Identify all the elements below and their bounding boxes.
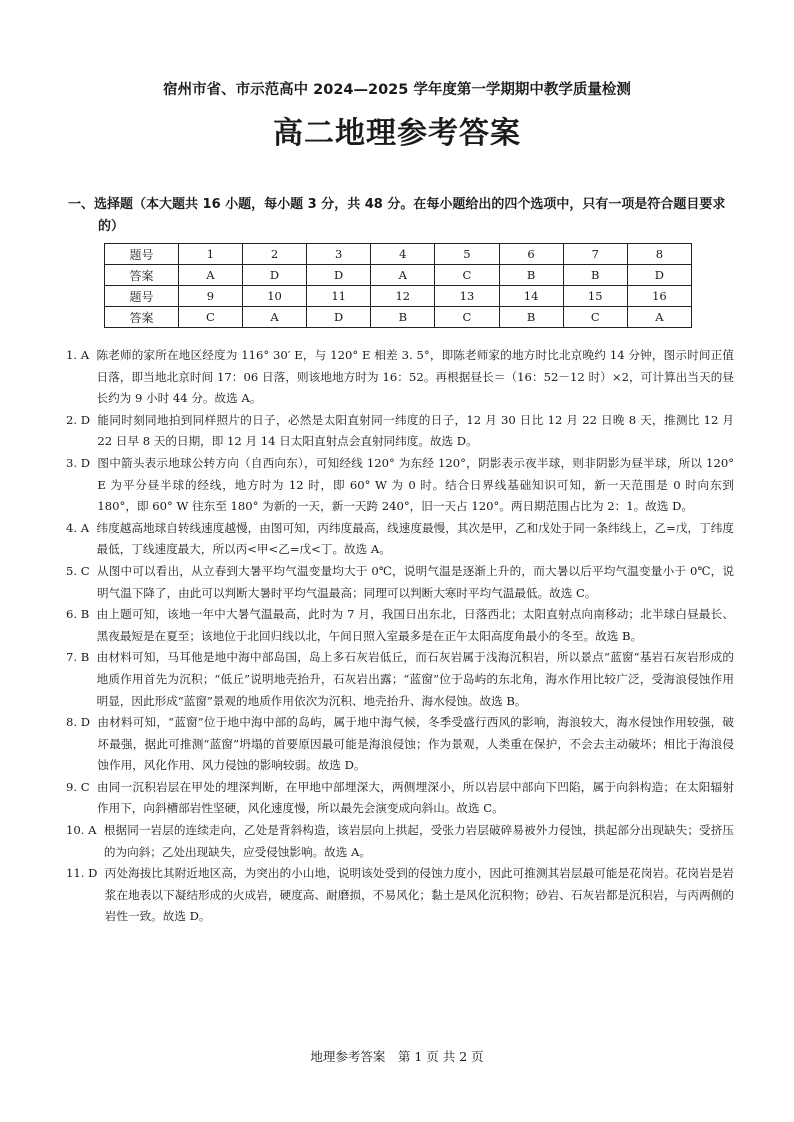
answer-table-cell: 1 (178, 244, 242, 265)
explanations-list (66, 345, 734, 928)
explanation-text: 由材料可知，“蓝窗”位于地中海中部的岛屿，属于地中海气候，冬季受盛行西风的影响，海浪较大，海水侵蚀作用较强，破坏最强，据此可推测“蓝窗”坍塌的首要原因最可能是海浪侵蚀；作为景观，人类重在保护，不会去主动破坏；相比于海浪侵蚀作用，风化作用、风力侵蚀的影响较弱。故选 D。 (97, 715, 734, 773)
answer-table-cell: 12 (371, 286, 435, 307)
answer-table-cell: C (435, 307, 499, 328)
explanation-item (66, 410, 734, 453)
answer-table-cell: C (435, 265, 499, 286)
explanation-item (66, 561, 734, 604)
answer-table-cell: A (178, 265, 242, 286)
explanation-number: 11. D (66, 866, 105, 881)
explanation-number: 7. B (66, 650, 97, 665)
page-footer: 地理参考答案 第 1 页 共 2 页 (310, 1049, 484, 1064)
explanation-number: 4. A (66, 520, 97, 535)
explanation-item (66, 712, 734, 777)
explanation-text: 纬度越高地球自转线速度越慢，由图可知，丙纬度最高，线速度最慢，其次是甲，乙和戊处于同一条纬线上，乙=戊，丁纬度最低，丁线速度最大，所以丙<甲<乙=戊<丁。故选 A。 (96, 520, 734, 557)
answer-table-row-label: 答案 (105, 307, 179, 328)
answer-table-cell: 9 (178, 286, 242, 307)
answer-table-row (105, 286, 692, 307)
answer-table-cell: D (242, 265, 306, 286)
answer-table-row-label: 答案 (105, 265, 179, 286)
answer-table-cell: A (627, 307, 691, 328)
answer-table-cell: D (627, 265, 691, 286)
answer-table-cell: 4 (371, 244, 435, 265)
explanation-number: 8. D (66, 715, 98, 730)
explanation-text: 由上题可知，该地一年中大暑气温最高，此时为 7 月，我国日出东北，日落西北；太阳直射点向南移动；北半球白昼最长、黑夜最短是在夏至；该地位于北回归线以北，午间日照入室最多是在正午太阳高度角最小的冬至。故选 B。 (96, 607, 734, 643)
answer-table-row (105, 265, 692, 286)
answer-table-row (105, 307, 692, 328)
answer-table-cell: D (307, 307, 371, 328)
answer-table-cell: 13 (435, 286, 499, 307)
explanation-item (66, 604, 734, 647)
explanation-number: 6. B (66, 607, 97, 622)
section-heading (68, 194, 728, 238)
answer-table-cell: 8 (627, 244, 691, 265)
explanation-number: 9. C (66, 779, 97, 794)
answer-table-cell: 5 (435, 244, 499, 265)
section-heading-text: 一、选择题（本大题共 16 小题，每小题 3 分，共 48 分。在每小题给出的四个选项中，只有一项是符合题目要求的） (68, 197, 726, 234)
explanation-number: 10. A (66, 823, 104, 838)
answer-table-cell: 7 (563, 244, 627, 265)
explanation-text: 从图中可以看出，从立春到大暑平均气温变量均大于 0℃，说明气温是逐渐上升的，而大暑以后平均气温变量小于 0℃，说明气温下降了，由此可以判断大暑时平均气温最高；同理可以判断大寒时平均气温最低。故选 C。 (97, 563, 734, 600)
explanation-text: 图中箭头表示地球公转方向（自西向东），可知经线 120° 为东经 120°，阴影表示夜半球，则非阴影为昼半球，所以 120° E 为平分昼半球的经线，地方时为 12 时，即 60° W 为 0 时。结合日界线基础知识可知，新一天范围是 0 时向东到 180°，即 60° W 往东至 180° 为新的一天，新一天跨 240°，旧一天占 120°。两日期范围占比为 2：1。故选 D。 (97, 455, 734, 514)
answer-table-cell: D (307, 265, 371, 286)
answer-table-cell: A (371, 265, 435, 286)
answer-table-cell: C (178, 307, 242, 328)
exam-subtitle: 宿州市省、市示范高中 2024—2025 学年度第一学期期中教学质量检测 (163, 82, 631, 98)
explanation-item (66, 863, 734, 928)
explanation-number: 3. D (66, 455, 98, 470)
answer-table-cell: 3 (307, 244, 371, 265)
answer-table-cell: 16 (627, 286, 691, 307)
answer-table-cell: 2 (242, 244, 306, 265)
answer-table-row-label: 题号 (105, 244, 179, 265)
answer-table-cell: 10 (242, 286, 306, 307)
explanation-number: 1. A (66, 348, 97, 362)
answer-table-cell: B (563, 265, 627, 286)
answer-table-cell: 6 (499, 244, 563, 265)
explanation-number: 5. C (66, 563, 97, 578)
answer-table-row (105, 244, 692, 265)
answer-table-cell: 15 (563, 286, 627, 307)
explanation-text: 陈老师的家所在地区经度为 116° 30′ E，与 120° E 相差 3. 5°，即陈老师家的地方时比北京晚约 14 分钟，图示时间正值日落，即当地北京时间 17：06 日落，则该地地方时为 16：52。再根据昼长＝（16：52－12 时）×2，可计算出当天的昼长约为 9 小时 44 分。故选 A。 (96, 348, 734, 406)
explanation-text: 由同一沉积岩层在甲处的埋深判断，在甲地中部埋深大，两侧埋深小，所以岩层中部向下凹陷，属于向斜构造；在太阳辐射作用下，向斜槽部岩性坚硬，风化速度慢，所以最先会演变成向斜山。故选 C。 (97, 779, 734, 816)
answer-table-cell: B (499, 265, 563, 286)
explanation-text: 丙处海拔比其附近地区高，为突出的小山地，说明该处受到的侵蚀力度小，因此可推测其岩层最可能是花岗岩。花岗岩是岩浆在地表以下凝结形成的火成岩，硬度高、耐磨损，不易风化；黏土是风化沉积物；砂岩、石灰岩都是沉积岩，与丙两侧的岩性一致。故选 D。 (104, 866, 734, 924)
explanation-item (66, 777, 734, 820)
page-title: 高二地理参考答案 (273, 116, 521, 151)
explanation-text: 根据同一岩层的连续走向，乙处是背斜构造，该岩层向上拱起，受张力岩层破碎易被外力侵蚀，拱起部分出现缺失；受挤压的为向斜；乙处出现缺失，应受侵蚀影响。故选 A。 (103, 823, 734, 859)
answer-table-cell: A (242, 307, 306, 328)
answer-table (104, 243, 692, 328)
explanation-item (66, 820, 734, 863)
answer-table-cell: 11 (307, 286, 371, 307)
answer-table-cell: B (371, 307, 435, 328)
explanation-item (66, 647, 734, 712)
answer-table-cell: B (499, 307, 563, 328)
answer-table-cell: C (563, 307, 627, 328)
explanation-item (66, 518, 734, 561)
explanation-text: 由材料可知，马耳他是地中海中部岛国，岛上多石灰岩低丘，而石灰岩属于浅海沉积岩，所以景点“蓝窗”基岩石灰岩形成的地质作用首先为沉积；“低丘”说明地壳抬升，石灰岩出露；“蓝窗”位于岛屿的东北角，海水作用比较广泛，受海浪侵蚀作用明显，因此形成“蓝窗”景观的地质作用依次为沉积、地壳抬升、海水侵蚀。故选 B。 (96, 650, 734, 708)
explanation-number: 2. D (66, 412, 98, 427)
explanation-item (66, 453, 734, 518)
answer-table-cell: 14 (499, 286, 563, 307)
explanation-item (66, 345, 734, 410)
explanation-text: 能同时刻同地拍到同样照片的日子，必然是太阳直射同一纬度的日子，12 月 30 日比 12 月 22 日晚 8 天，推测比 12 月 22 日早 8 天的日期，即 12 月 14 日太阳直射点会直射同纬度。故选 D。 (97, 412, 734, 449)
answer-table-row-label: 题号 (105, 286, 179, 307)
